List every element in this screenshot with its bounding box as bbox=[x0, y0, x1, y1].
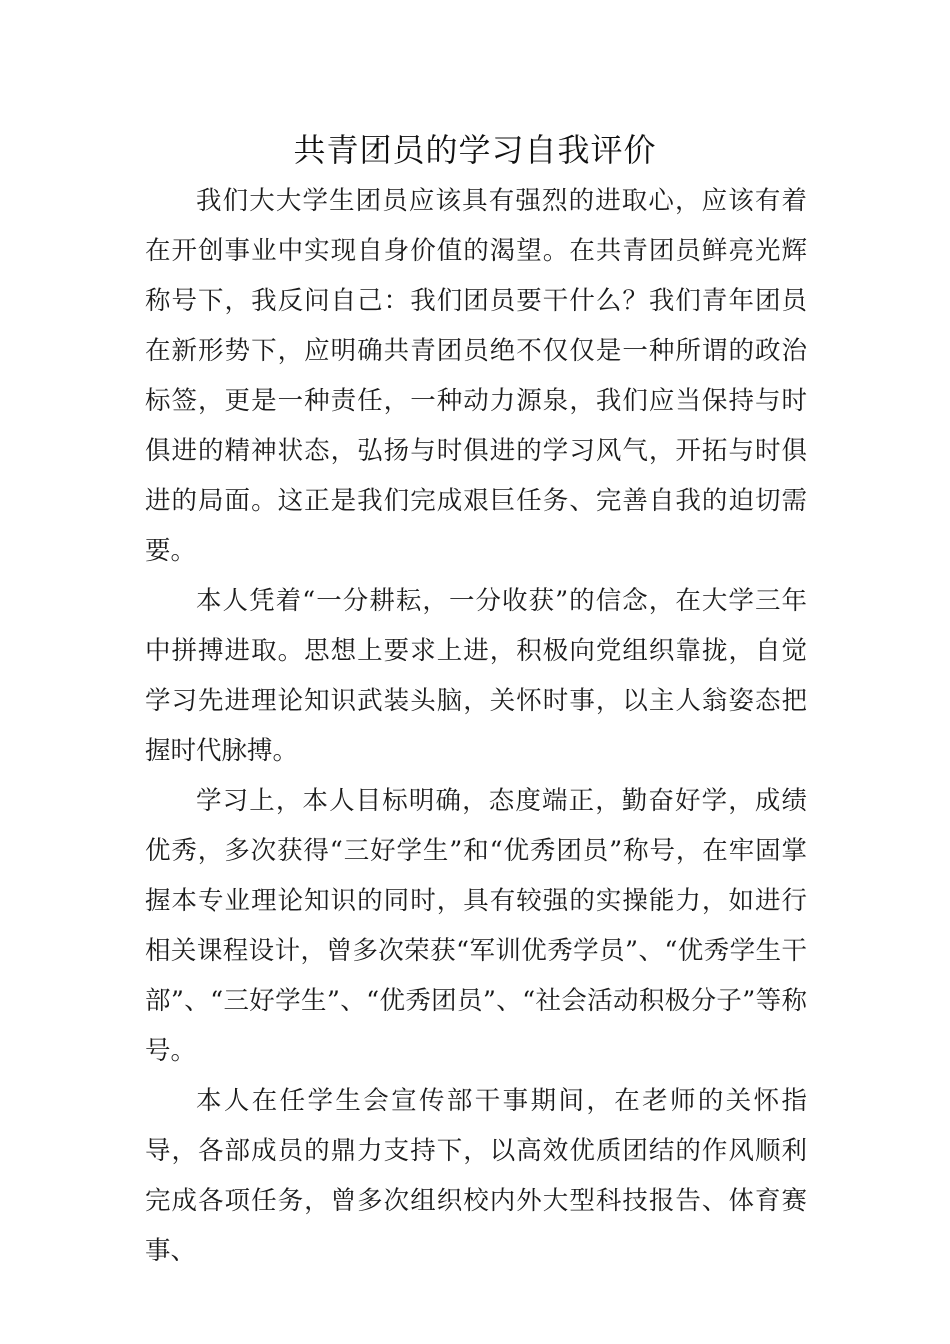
paragraph: 本人凭着“一分耕耘，一分收获”的信念，在大学三年中拼搏进取。思想上要求上进，积极向党组织靠拢，自觉学习先进理论知识武装头脑，关怀时事，以主人翁姿态把握时代脉搏。 bbox=[145, 586, 807, 766]
document-body bbox=[145, 176, 807, 1276]
paragraph: 我们大大学生团员应该具有强烈的进取心，应该有着在开创事业中实现自身价值的渴望。在共青团员鲜亮光辉称号下，我反问自己：我们团员要干什么？我们青年团员在新形势下，应明确共青团员绝不仅仅是一种所谓的政治标签，更是一种责任，一种动力源泉，我们应当保持与时俱进的精神状态，弘扬与时俱进的学习风气，开拓与时俱进的局面。这正是我们完成艰巨任务、完善自我的迫切需要。 bbox=[145, 186, 807, 566]
paragraph: 本人在任学生会宣传部干事期间，在老师的关怀指导，各部成员的鼎力支持下，以高效优质团结的作风顺利完成各项任务，曾多次组织校内外大型科技报告、体育赛事、 bbox=[145, 1086, 807, 1266]
document-title: 共青团员的学习自我评价 bbox=[293, 131, 657, 169]
paragraph: 学习上，本人目标明确，态度端正，勤奋好学，成绩优秀，多次获得“三好学生”和“优秀团员”称号，在牢固掌握本专业理论知识的同时，具有较强的实操能力，如进行相关课程设计，曾多次荣获“军训优秀学员”、“优秀学生干部”、“三好学生”、“优秀团员”、“社会活动积极分子”等称号。 bbox=[145, 786, 807, 1066]
